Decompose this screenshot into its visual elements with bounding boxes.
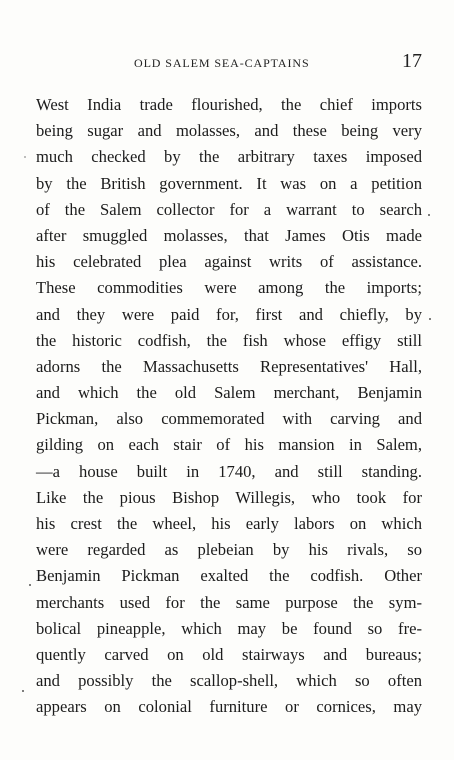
text-line: gilding on each stair of his mansion in Salem, [36,435,422,455]
page-number: 17 [402,50,422,72]
text-line: Benjamin Pickman exalted the codfish. Other [36,566,422,586]
text-line: West India trade flourished, the chief imports [36,95,422,114]
text-line: much checked by the arbitrary taxes imposed [36,147,422,167]
text-line: These commodities were among the imports; [36,278,422,298]
text-line: merchants used for the same purpose the sym- [36,592,422,612]
scan-speck [429,318,431,320]
text-line: bolical pineapple, which may be found so fre- [36,618,422,638]
text-line: his celebrated plea against writs of assistance. [36,252,422,272]
scan-speck [22,690,24,692]
body-text [36,92,422,721]
text-line: by the British government. It was on a petition [36,173,422,193]
running-head: OLD SALEM SEA-CAPTAINS [134,56,310,70]
text-line: and which the old Salem merchant, Benjamin [36,383,422,403]
scan-speck [428,214,430,216]
text-line: adorns the Massachusetts Representatives' Hall, [36,356,422,376]
text-line: appears on colonial furniture or cornices, may [36,697,422,717]
text-line: were regarded as plebeian by his rivals, so [36,540,422,560]
text-line: Like the pious Bishop Willegis, who took for [36,487,422,507]
text-line: and they were paid for, first and chiefly, by [36,304,422,324]
scan-speck [24,156,26,158]
text-line: —a house built in 1740, and still standing. [36,461,422,481]
scan-speck [29,584,31,586]
text-line: after smuggled molasses, that James Otis made [36,225,422,245]
text-line: being sugar and molasses, and these being very [36,121,422,141]
text-line: of the Salem collector for a warrant to search [36,199,422,219]
text-line: and possibly the scallop-shell, which so often [36,671,422,691]
text-line: the historic codfish, the fish whose effigy still [36,330,422,350]
page-header [34,52,422,76]
text-line: his crest the wheel, his early labors on which [36,514,422,533]
text-line: quently carved on old stairways and bureaus; [36,644,422,664]
text-line: Pickman, also commemorated with carving and [36,409,422,429]
